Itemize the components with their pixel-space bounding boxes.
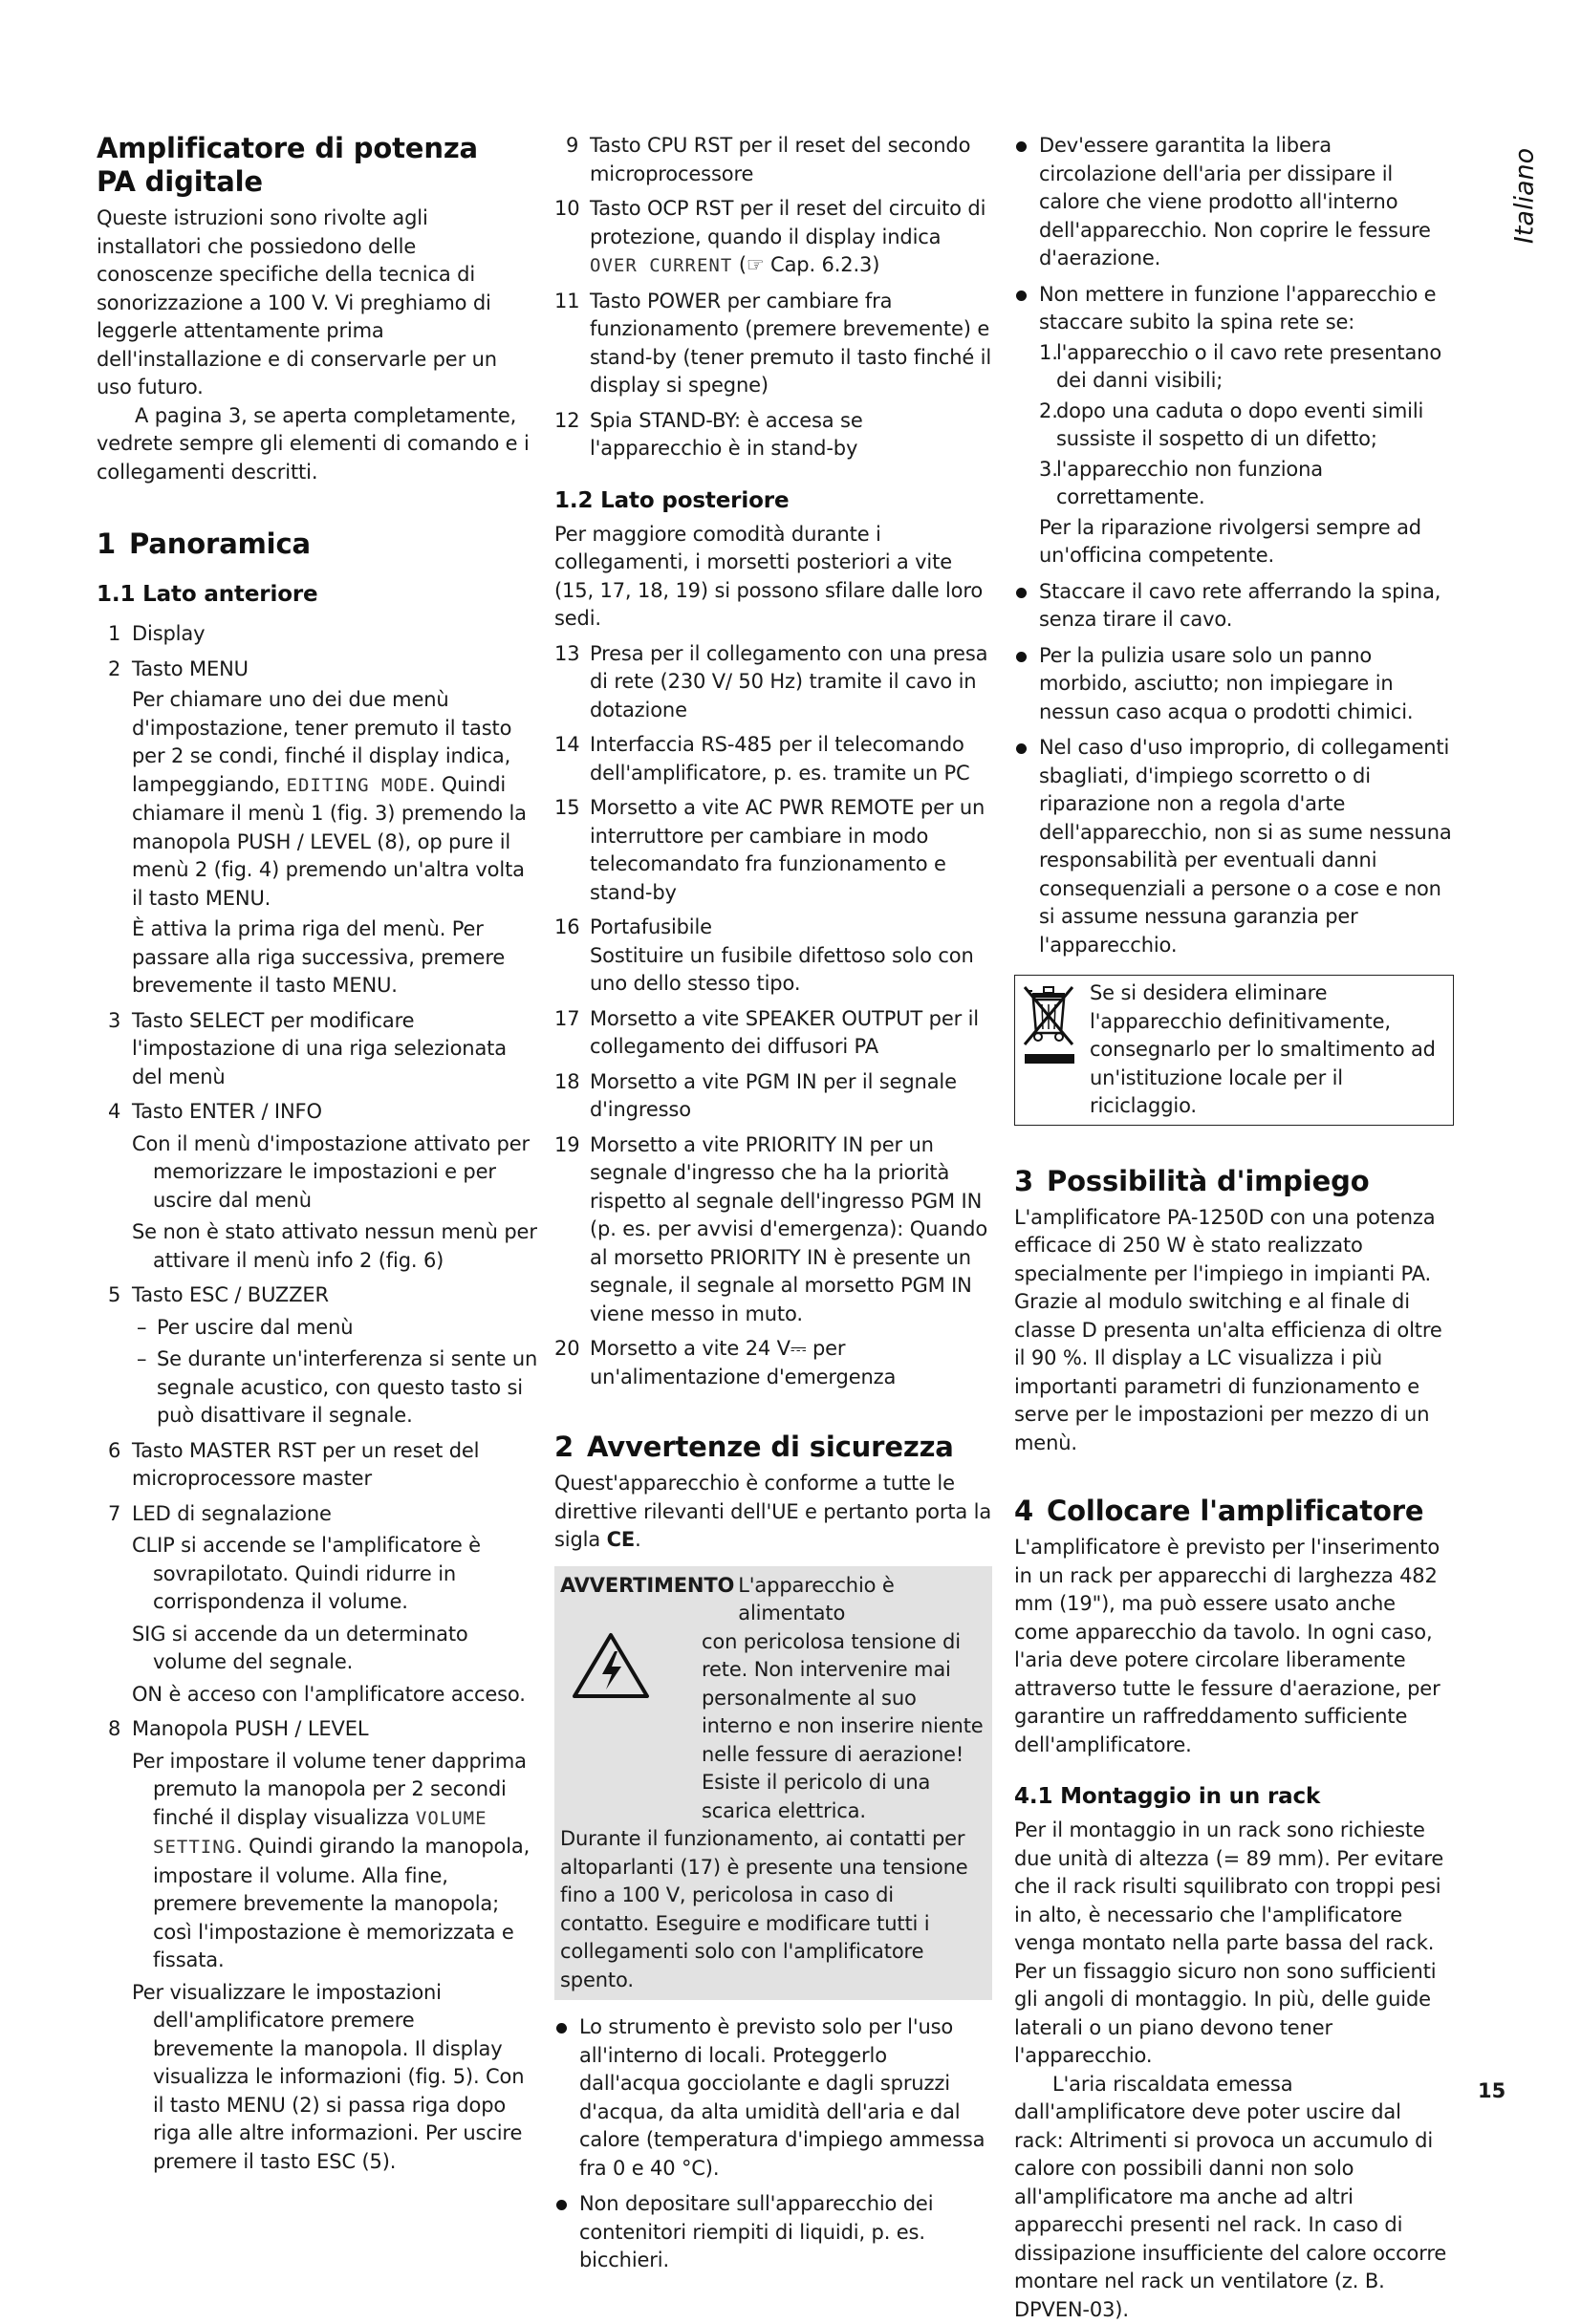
bullet-text: Staccare il cavo rete afferrando la spina, senza tirare il cavo. (1039, 578, 1454, 635)
item-text: Morsetto a vite PGM IN per il segnale d'ingresso (590, 1068, 992, 1125)
warning-header (560, 1572, 985, 1628)
language-tab (1505, 134, 1544, 258)
item-number: 5 (108, 1281, 127, 1310)
list-item-7 (97, 1500, 538, 1710)
list-item-11 (554, 288, 992, 400)
item-number: 18 (554, 1068, 574, 1097)
item-4-case-b: Se non è stato attivato nessun menù per attivare il menù info 2 (fig. 6) (132, 1218, 538, 1275)
bullet-dot (556, 2200, 567, 2210)
item-text: Manopola PUSH / LEVEL (132, 1715, 538, 1744)
item-number: 12 (554, 407, 574, 436)
item-number: 6 (108, 1437, 127, 1466)
bullet-text: Dev'essere garantita la libera circolazione dell'aria per dissipare il calore che viene prodotto all'interno dell'apparecchio. Non coprire le fessure d'aerazione. (1039, 132, 1454, 273)
section-3-number: 3 (1014, 1165, 1033, 1197)
section-4-heading (1014, 1494, 1454, 1528)
condition-text: l'apparecchio o il cavo rete presentano dei danni visibili; (1056, 339, 1454, 396)
item-10-text: Tasto OCP RST per il reset del circuito di protezione, quando il display indica (590, 197, 985, 248)
item-8-text-a: Per impostare il volume tener dapprima premuto la manopola per 2 secondi finché il display visualizza (132, 1750, 527, 1829)
item-text: Morsetto a vite SPEAKER OUTPUT per il collegamento dei diffusori PA (590, 1005, 992, 1062)
list-item-20 (554, 1335, 992, 1391)
bullet-dot (1016, 743, 1027, 754)
high-voltage-warning-icon (560, 1628, 702, 1826)
item-number: 16 (554, 914, 574, 942)
item-text: Spia STAND-BY: è accesa se l'apparecchio è in stand-by (590, 407, 992, 463)
condition-text: l'apparecchio non funziona correttamente. (1056, 456, 1454, 512)
item-text: Tasto SELECT per modificare l'impostazione di una riga selezionata del menù (132, 1007, 538, 1092)
section-1-heading (97, 527, 538, 561)
item-8-info-display: Per visualizzare le impostazioni dell'amplificatore premere brevemente la manopola. Il display visualizza le informazioni (fig. 5). Con il tasto MENU (2) si passa riga dopo riga alle altre informazioni. Per uscire premere il tasto ESC (5). (132, 1979, 538, 2177)
item-text: Morsetto a vite 24 V⎓ per un'alimentazione d'emergenza (590, 1335, 992, 1391)
section-3-title: Possibilità d'impiego (1047, 1165, 1369, 1197)
column-1 (97, 132, 538, 2176)
column-3 (1014, 132, 1454, 2324)
section-1-2-intro: Per maggiore comodità durante i collegamenti, i morsetti posteriori a vite (15, 17, 18, 19) si possono sfilare dalle loro sedi. (554, 521, 992, 634)
item-text: Morsetto a vite AC PWR REMOTE per un interruttore per cambiare in modo telecomandato fra funzionamento e stand-by (590, 794, 992, 907)
list-item-9 (554, 132, 992, 188)
item-16-description: Sostituire un fusibile difettoso solo con uno dello stesso tipo. (590, 942, 992, 999)
item-number: 2 (108, 656, 127, 684)
display-code-over-current: OVER CURRENT (590, 255, 732, 276)
list-item-1 (97, 620, 538, 649)
section-4-1-paragraph-2: L'aria riscaldata emessa dall'amplificatore deve poter uscire dal rack: Altrimenti si provoca un accumulo di calore con possibili danni non solo all'amplificatore ma anche ad altri apparecchi presenti nel rack. In caso di dissipazione insufficiente del calore occorre montare nel rack un ventilatore (z. B. DPVEN-03). (1014, 2071, 1454, 2324)
language-tab-label: Italiano (1510, 148, 1540, 244)
item-4-case-a: Con il menù d'impostazione attivato per memorizzare le impostazioni e per uscire dal menù (132, 1130, 538, 1216)
condition-number: 3. (1039, 456, 1058, 484)
list-item-15 (554, 794, 992, 907)
item-number: 11 (554, 288, 574, 316)
bullet-text: Per la pulizia usare solo un panno morbido, asciutto; non impiegare in nessun caso acqua o prodotti chimici. (1039, 642, 1454, 727)
safety-bullet-5 (1014, 578, 1454, 635)
item-text: Tasto POWER per cambiare fra funzionamento (premere brevemente) e stand-by (tener premuto il tasto finché il display si spegne) (590, 288, 992, 400)
item-number: 13 (554, 640, 574, 669)
disposal-notice-text: Se si desidera eliminare l'apparecchio definitivamente, consegnarlo per lo smaltimento ad un'istituzione locale per il riciclaggio. (1086, 979, 1447, 1121)
section-2-number: 2 (554, 1431, 574, 1463)
disposal-notice-box (1014, 975, 1454, 1126)
safety-bullet-1 (554, 2013, 992, 2183)
warning-body (560, 1628, 985, 1826)
bullet-dot (1016, 652, 1027, 662)
item-number: 1 (108, 620, 127, 649)
item-number: 20 (554, 1335, 574, 1364)
condition-text: dopo una caduta o dopo eventi simili sussiste il sospetto di un difetto; (1056, 398, 1454, 454)
section-1-1-heading: 1.1 Lato anteriore (97, 580, 538, 609)
list-item-18 (554, 1068, 992, 1125)
safety-bullet-3 (1014, 132, 1454, 273)
list-item-12 (554, 407, 992, 463)
list-item-3 (97, 1007, 538, 1092)
item-number: 4 (108, 1098, 127, 1127)
intro-paragraph: Queste istruzioni sono rivolte agli installatori che possiedono delle conoscenze specifiche della tecnica di sonorizzazione a 100 V. Vi preghiamo di leggerle attentamente prima dell'installazione e di conservarle per un uso futuro. (97, 204, 538, 402)
item-number: 15 (554, 794, 574, 823)
display-code-editing-mode: EDITING MODE (287, 775, 429, 796)
dash-text: Per uscire dal menù (157, 1316, 353, 1339)
item-8-text-b: . Quindi girando la manopola, impostare il volume. Alla fine, premere brevemente la manopola; così l'impostazione è memorizzata e fissata. (153, 1835, 530, 1971)
bullet-dot (1016, 290, 1027, 301)
condition-1 (1014, 339, 1454, 396)
list-item-17 (554, 1005, 992, 1062)
warning-label: AVVERTIMENTO (560, 1572, 734, 1628)
item-text (590, 195, 992, 281)
section-3-text: L'amplificatore PA-1250D con una potenza efficace di 250 W è stato realizzato specialmente per l'impiego in impianti PA. Grazie al modulo switching e al finale di classe D presenta un'alta efficienza di oltre il 90 %. Il display a LC visualizza i più importanti parametri di funzionamento e serve per le impostazioni per mezzo di un menù. (1014, 1204, 1454, 1458)
item-text: Presa per il collegamento con una presa di rete (230 V/ 50 Hz) tramite il cavo in dotazione (590, 640, 992, 725)
safety-bullet-6 (1014, 642, 1454, 727)
section-4-title: Collocare l'amplificatore (1047, 1495, 1423, 1527)
dash-marker: – (137, 1345, 146, 1374)
bullet-text: Non mettere in funzione l'apparecchio e staccare subito la spina rete se: (1039, 281, 1454, 337)
section-2-intro: Quest'apparecchio è conforme a tutte le direttive rilevanti dell'UE e pertanto porta la sigla CE. (554, 1470, 992, 1555)
item-text: Tasto MASTER RST per un reset del microprocessore master (132, 1437, 538, 1494)
warning-bottom-text: Durante il funzionamento, ai contatti per altoparlanti (17) è presente una tensione fino a 100 V, pericolosa in caso di contatto. Eseguire e modificare tutti i collegamenti solo con l'amplificatore spento. (560, 1825, 985, 1994)
item-number: 3 (108, 1007, 127, 1036)
section-1-2-heading: 1.2 Lato posteriore (554, 486, 992, 515)
bullet-dot (1016, 588, 1027, 598)
item-2-text-b: . Quindi chiamare il menù 1 (fig. 3) premendo la manopola PUSH / LEVEL (8), op pure il menù 2 (fig. 4) premendo un'altra volta il tasto MENU. (132, 773, 527, 910)
condition-number: 1. (1039, 339, 1058, 368)
item-text: Tasto CPU RST per il reset del secondo microprocessore (590, 132, 992, 188)
list-item-5 (97, 1281, 538, 1431)
section-2-heading (554, 1430, 992, 1464)
safety-bullet-4 (1014, 281, 1454, 337)
repair-note: Per la riparazione rivolgersi sempre ad un'officina competente. (1014, 514, 1454, 570)
intro-paragraph-2: A pagina 3, se aperta completamente, vedrete sempre gli elementi di comando e i collegamenti descritti. (97, 402, 538, 487)
section-4-1-heading: 4.1 Montaggio in un rack (1014, 1782, 1454, 1811)
item-2-text-a: Per chiamare uno dei due menù d'impostazione, tener premuto il tasto per 2 se condi, finché il display indica, lampeggiando, (132, 688, 511, 796)
item-number: 7 (108, 1500, 127, 1529)
list-item-6 (97, 1437, 538, 1494)
crossed-bin-icon (1019, 979, 1086, 1121)
dash-text: Se durante un'interferenza si sente un segnale acustico, con questo tasto si può disattivare il segnale. (157, 1347, 537, 1427)
section-3-heading (1014, 1164, 1454, 1198)
dash-marker: – (137, 1314, 146, 1343)
item-number: 10 (554, 195, 574, 224)
item-number: 8 (108, 1715, 127, 1744)
item-text: Portafusibile (590, 914, 992, 942)
document-title-line-2: PA digitale (97, 165, 538, 199)
bullet-text: Nel caso d'uso improprio, di collegamenti sbagliati, d'impiego scorretto o di riparazione non a regola d'arte dell'apparecchio, non si as sume nessuna responsabilità per eventuali danni consequenziali a persone o a cose e non si assume nessuna garanzia per l'apparecchio. (1039, 734, 1454, 959)
safety-bullet-2 (554, 2190, 992, 2275)
section-2-title: Avvertenze di sicurezza (587, 1431, 954, 1463)
list-item-14 (554, 731, 992, 787)
bullet-text: Non depositare sull'apparecchio dei contenitori riempiti di liquidi, p. es. bicchieri. (579, 2190, 992, 2275)
warning-first-line: L'apparecchio è alimentato (738, 1572, 985, 1628)
item-number: 14 (554, 731, 574, 760)
list-item-2 (97, 656, 538, 1001)
condition-3 (1014, 456, 1454, 512)
bullet-text: Lo strumento è previsto solo per l'uso all'interno di locali. Proteggerlo dall'acqua gocciolante e dagli spruzzi d'acqua, da alta umidità dell'aria e dal calore (temperatura d'impiego ammessa fra 0 e 40 °C). (579, 2013, 992, 2183)
safety-bullet-7 (1014, 734, 1454, 959)
list-item-16 (554, 914, 992, 999)
section-4-text: L'amplificatore è previsto per l'inserimento in un rack per apparecchi di larghezza 482 mm (19"), ma può essere usato anche come apparecchio da tavolo. In ogni caso, l'aria deve potere circolare liberamente attraverso tutte le fessure d'aerazione, per garantire un raffreddamento sufficiente dell'amplificatore. (1014, 1534, 1454, 1759)
item-2-description-2: È attiva la prima riga del menù. Per passare alla riga successiva, premere brevemente il tasto MENU. (132, 915, 538, 1001)
item-text: Tasto ESC / BUZZER (132, 1281, 538, 1310)
section-4-number: 4 (1014, 1495, 1033, 1527)
list-item-8 (97, 1715, 538, 2176)
page-number: 15 (1478, 2079, 1505, 2102)
list-item-10 (554, 195, 992, 281)
display-code-volume-setting: VOLUME SETTING (153, 1808, 487, 1859)
item-2-description (132, 686, 538, 913)
section-4-1-paragraph-1: Per il montaggio in un rack sono richieste due unità di altezza (= 89 mm). Per evitare che il rack risulti squilibrato con troppi pesi in alto, è necessario che l'amplificatore venga montato nella parte bassa del rack. Per un fissaggio sicuro non sono sufficienti gli angoli di montaggio. In più, delle guide laterali o un piano devono tener l'apparecchio. (1014, 1817, 1454, 2071)
condition-number: 2. (1039, 398, 1058, 426)
led-sig-description: SIG si accende da un determinato volume del segnale. (132, 1621, 538, 1677)
led-on-description: ON è acceso con l'amplificatore acceso. (132, 1681, 538, 1710)
bullet-dot (1016, 141, 1027, 152)
warning-text: con pericolosa tensione di rete. Non intervenire mai personalmente al suo interno e non inserire niente nelle fessure di aerazione! Esiste il pericolo di una scarica elettrica. (702, 1628, 985, 1826)
item-text: Tasto ENTER / INFO (132, 1098, 538, 1127)
column-2 (554, 132, 992, 2275)
ce-mark: CE (607, 1528, 635, 1551)
section-1-title: Panoramica (129, 527, 311, 560)
item-5-dash-2 (132, 1345, 538, 1431)
item-text: Display (132, 620, 538, 649)
item-number: 9 (566, 132, 585, 161)
item-text: Interfaccia RS-485 per il telecomando dell'amplificatore, p. es. tramite un PC (590, 731, 992, 787)
item-8-volume-setting (132, 1748, 538, 1975)
led-clip-description: CLIP si accende se l'amplificatore è sovrapilotato. Quindi ridurre in corrispondenza il volume. (132, 1532, 538, 1617)
condition-2 (1014, 398, 1454, 454)
section-1-number: 1 (97, 527, 116, 560)
item-10-reference: (☞ Cap. 6.2.3) (739, 253, 879, 276)
item-text: LED di segnalazione (132, 1500, 538, 1529)
list-item-19 (554, 1131, 992, 1329)
item-number: 19 (554, 1131, 574, 1160)
list-item-4 (97, 1098, 538, 1275)
document-title-line-1: Amplificatore di potenza (97, 132, 538, 165)
document-title (97, 132, 538, 199)
item-5-dash-1 (132, 1314, 538, 1343)
item-number: 17 (554, 1005, 574, 1034)
bullet-dot (556, 2023, 567, 2034)
section-2-intro-text: Quest'apparecchio è conforme a tutte le direttive rilevanti dell'UE e pertanto porta la sigla (554, 1472, 991, 1551)
item-text: Morsetto a vite PRIORITY IN per un segnale d'ingresso che ha la priorità rispetto al segnale dell'ingresso PGM IN (p. es. per avvisi d'emergenza): Quando al morsetto PRIORITY IN è presente un segnale, il segnale al morsetto PGM IN viene messo in muto. (590, 1131, 992, 1329)
warning-box (554, 1566, 992, 2001)
list-item-13 (554, 640, 992, 725)
item-text: Tasto MENU (132, 656, 538, 684)
